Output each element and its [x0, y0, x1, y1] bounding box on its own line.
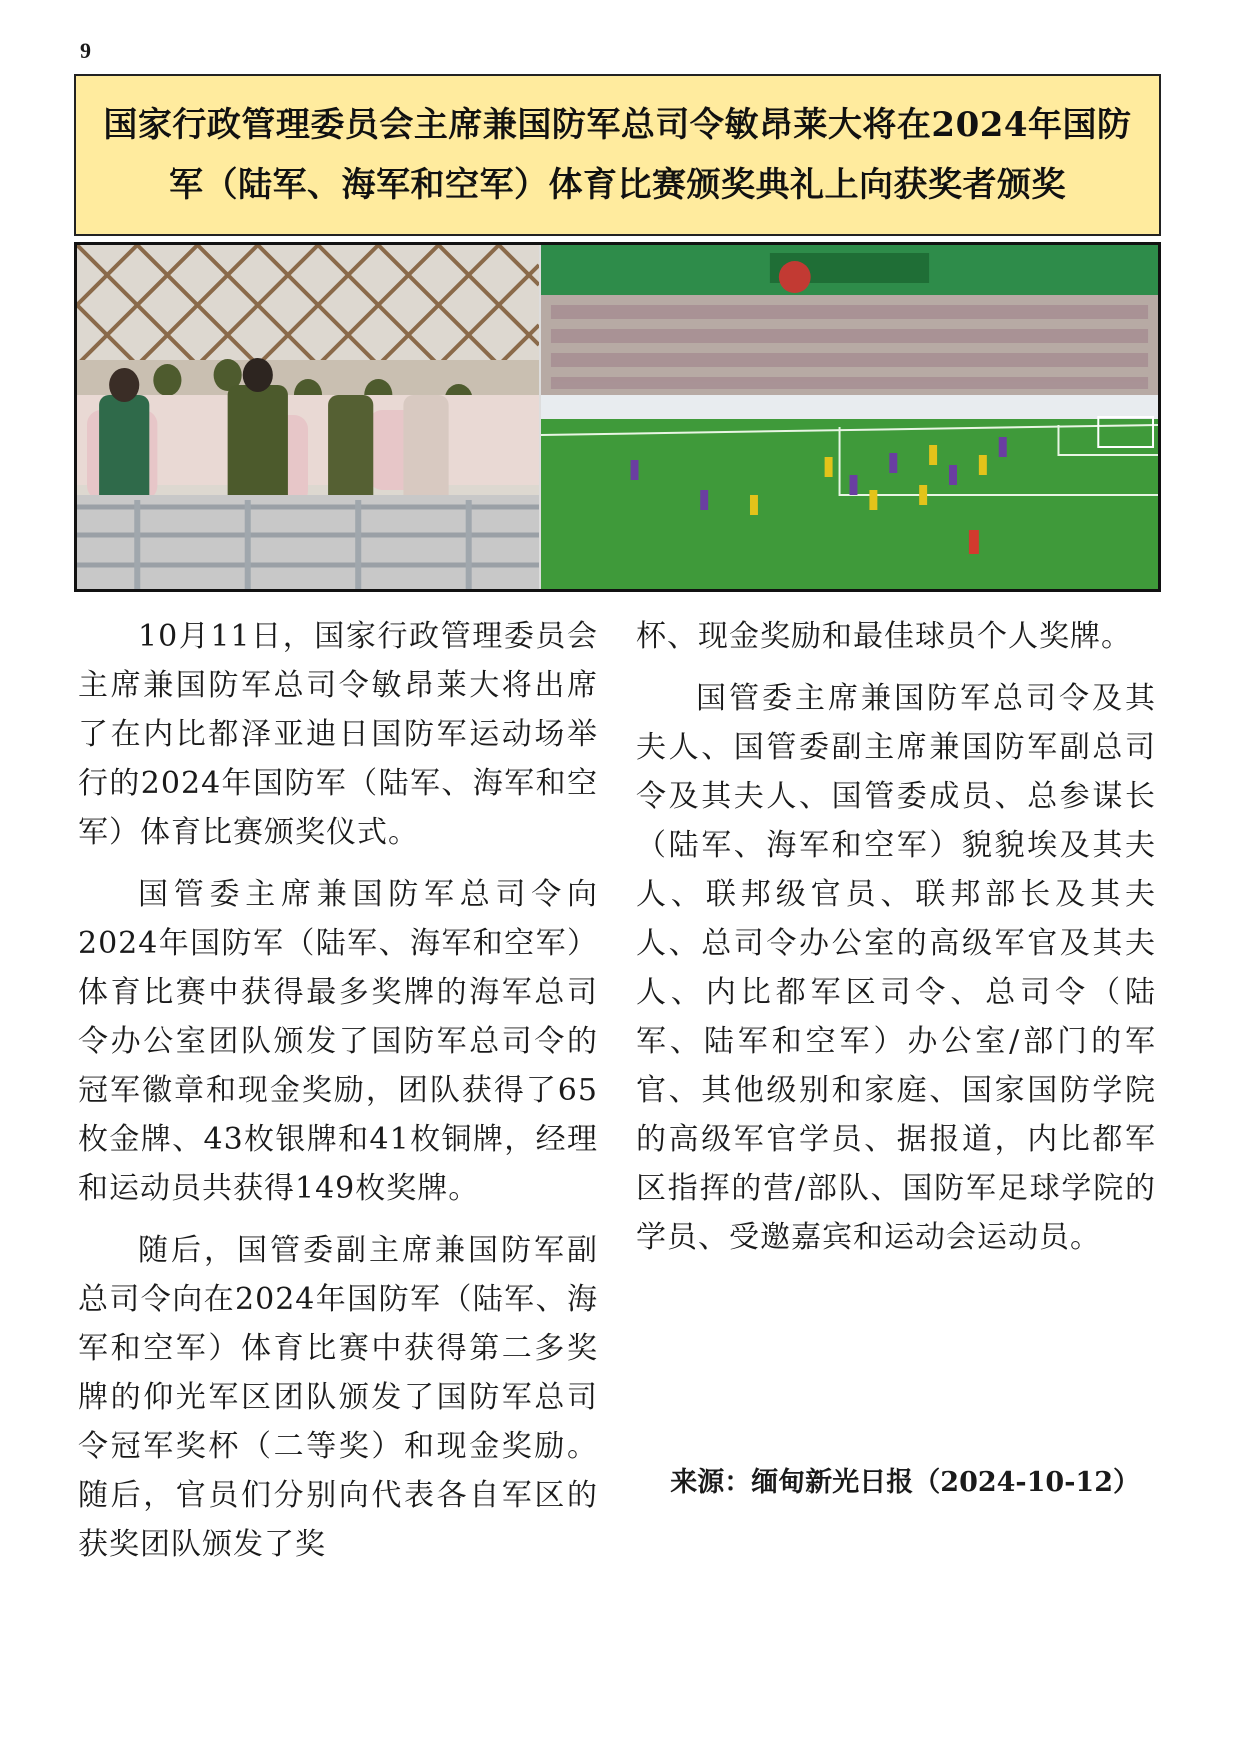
headline: 国家行政管理委员会主席兼国防军总司令敏昂莱大将在2024年国防军（陆军、海军和空军）体育比赛颁奖典礼上向获奖者颁奖	[103, 105, 1132, 205]
article-column-right	[636, 612, 1156, 1275]
paragraph-4: 国管委主席兼国防军总司令及其夫人、国管委副主席兼国防军副总司令及其夫人、国管委成员、总参谋长（陆军、海军和空军）貌貌埃及其夫人、联邦级官员、联邦部长及其夫人、总司令办公室的高级军官及其夫人、内比都军区司令、总司令（陆军、陆军和空军）办公室/部门的军官、其他级别和家庭、国家国防学院的高级军官学员、据报道，内比都军区指挥的营/部队、国防军足球学院的学员、受邀嘉宾和运动会运动员。	[636, 681, 1156, 1255]
photo-stadium-football-match	[541, 245, 1158, 589]
paragraph-1: 10月11日，国家行政管理委员会主席兼国防军总司令敏昂莱大将出席了在内比都泽亚迪日国防军运动场举行的2024年国防军（陆军、海军和空军）体育比赛颁奖仪式。	[78, 619, 598, 850]
photo-officials-grandstand	[77, 245, 541, 589]
headline-box	[74, 74, 1161, 236]
page-number: 9	[80, 38, 91, 63]
source-credit: 来源：缅甸新光日报（2024-10-12）	[670, 1467, 1140, 1498]
article-column-left	[78, 612, 598, 1582]
photo-strip	[74, 242, 1161, 592]
paragraph-3-continued: 杯、现金奖励和最佳球员个人奖牌。	[636, 619, 1132, 654]
paragraph-2: 国管委主席兼国防军总司令向2024年国防军（陆军、海军和空军）体育比赛中获得最多奖牌的海军总司令办公室团队颁发了国防军总司令的冠军徽章和现金奖励，团队获得了65枚金牌、43枚银牌和41枚铜牌，经理和运动员共获得149枚奖牌。	[78, 877, 598, 1206]
paragraph-3: 随后，国管委副主席兼国防军副总司令向在2024年国防军（陆军、海军和空军）体育比赛中获得第二多奖牌的仰光军区团队颁发了国防军总司令冠军奖杯（二等奖）和现金奖励。随后，官员们分别向代表各自军区的获奖团队颁发了奖	[78, 1233, 598, 1562]
